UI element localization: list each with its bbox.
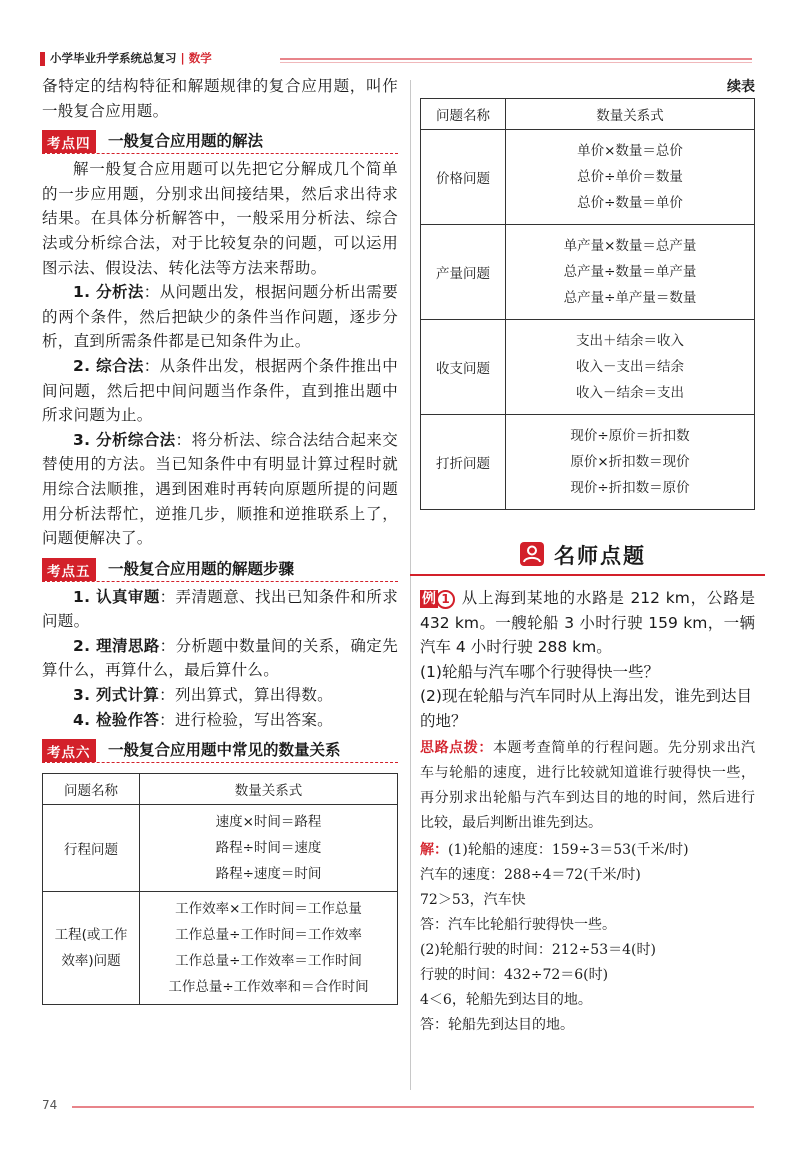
example-number: 1 (436, 590, 455, 609)
solution-line (420, 838, 755, 863)
relation-table-right (420, 98, 755, 510)
subject-label: 数学 (188, 51, 212, 65)
formula-cell (506, 130, 755, 225)
formula-cell (140, 805, 398, 892)
column-divider (410, 80, 411, 1090)
page-number: 74 (42, 1098, 58, 1112)
solution-line: (2)轮船行驶的时间：212÷53＝4(时) (420, 941, 656, 958)
book-title: 小学毕业升学系统总复习 (50, 51, 177, 65)
example-label: 例 (422, 591, 436, 607)
continued-label: 续表 (727, 79, 755, 95)
method-analysis (42, 280, 398, 354)
method-name: 2. 综合法 (73, 356, 144, 375)
step-name: 3. 列式计算 (73, 686, 160, 705)
formula: 路程÷速度＝时间 (215, 866, 322, 883)
formula: 路程÷时间＝速度 (215, 840, 322, 857)
formula: 单产量×数量＝总产量 (563, 238, 697, 254)
method-text: ：从条件出发，根据两个条件推出中间问题，然后把中间问题当作条件，直到推出题中所求问题为止。 (42, 356, 398, 425)
table-row (43, 805, 398, 892)
table-row (43, 892, 398, 1005)
kp5-heading (42, 556, 398, 582)
teacher-icon (520, 542, 544, 566)
kp5-tag: 考点五 (42, 558, 96, 581)
left-column (42, 74, 398, 1005)
hint-paragraph (420, 736, 755, 836)
method-name: 1. 分析法 (73, 283, 144, 302)
header-title (50, 50, 212, 66)
header-rule (280, 58, 752, 60)
solution-line: 答：汽车比轮船行驶得快一些。 (420, 916, 616, 933)
relation-table-left (42, 773, 398, 1005)
table-row (421, 320, 755, 415)
formula: 总产量÷数量＝单产量 (563, 264, 697, 280)
example-text: 从上海到某地的水路是 212 km，公路是 432 km。一艘轮船 3 小时行驶 159 km，一辆汽车 4 小时行驶 288 km。 (420, 589, 755, 657)
col-header-formula: 数量关系式 (506, 99, 755, 130)
formula-cell (506, 320, 755, 415)
solution-line: 答：轮船先到达目的地。 (420, 1016, 574, 1033)
problem-name: 产量问题 (421, 225, 506, 320)
kp5-underline (42, 581, 398, 582)
page-header (40, 48, 752, 70)
kp4-underline (42, 153, 398, 154)
step-name: 1. 认真审题 (73, 587, 160, 606)
formula: 现价÷折扣数＝原价 (570, 480, 690, 496)
intro-paragraph: 备特定的结构特征和解题规律的复合应用题，叫作一般复合应用题。 (42, 77, 398, 120)
col-header-name: 问题名称 (421, 99, 506, 130)
footer-rule (72, 1106, 754, 1108)
method-text: ：从问题出发，根据问题分析出需要的两个条件，然后把缺少的条件当作问题，逐步分析，直到所需条件都是已知条件为止。 (42, 283, 398, 351)
question-1: (1)轮船与汽车哪个行驶得快一些？ (420, 662, 659, 681)
formula: 总价÷单价＝数量 (577, 169, 683, 185)
formula: 原价×折扣数＝现价 (570, 454, 690, 470)
kp4-heading (42, 128, 398, 154)
section-rule (410, 574, 765, 576)
solution-line: 4＜6，轮船先到达目的地。 (420, 991, 592, 1008)
kp6-title: 一般复合应用题中常见的数量关系 (108, 741, 341, 760)
kp4-tag: 考点四 (42, 130, 96, 153)
step-2 (42, 634, 398, 683)
step-4 (42, 708, 398, 733)
method-name: 3. 分析综合法 (73, 430, 176, 449)
section-title: 名师点题 (554, 544, 646, 568)
hint-label: 思路点拨： (420, 739, 493, 756)
formula: 工作总量÷工作效率＝工作时间 (175, 953, 362, 970)
table-row (421, 225, 755, 320)
teacher-icon-svg (520, 542, 544, 566)
solution-block (420, 838, 755, 1038)
header-sep: | (180, 51, 185, 65)
formula: 工作总量÷工作时间＝工作效率 (175, 927, 362, 944)
formula: 收入－支出＝结余 (576, 359, 684, 375)
step-text: ：弄清题意、找出已知条件和所求问题。 (42, 587, 398, 631)
page-footer (42, 1098, 754, 1112)
problem-name: 行程问题 (43, 805, 140, 892)
solution-line: 汽车的速度：288÷4＝72(千米/时) (420, 866, 641, 883)
problem-name: 收支问题 (421, 320, 506, 415)
problem-name: 打折问题 (421, 415, 506, 510)
header-rule-2 (280, 62, 752, 63)
section-heading (420, 532, 755, 572)
method-text: ：将分析法、综合法结合起来交替使用的方法。当已知条件中有明显计算过程时就用综合法顺推，遇到困难时再转向原题所提的问题用分析法帮忙，逆推几步，顺推和逆推联系上了，问题便解决了。 (42, 430, 398, 548)
formula: 收入－结余＝支出 (576, 385, 684, 401)
step-name: 2. 理清思路 (73, 636, 160, 655)
example-block (420, 586, 755, 1038)
solution-label: 解： (420, 841, 448, 858)
question-2: (2)现在轮船与汽车同时从上海出发，谁先到达目的地？ (420, 687, 752, 730)
kp6-heading (42, 737, 398, 763)
formula: 支出＋结余＝收入 (576, 333, 684, 349)
step-name: 4. 检验作答 (73, 710, 160, 729)
solution-line: 行驶的时间：432÷72＝6(时) (420, 966, 609, 983)
kp4-title: 一般复合应用题的解法 (108, 132, 264, 151)
formula: 速度×时间＝路程 (215, 814, 322, 831)
kp5-title: 一般复合应用题的解题步骤 (108, 559, 295, 578)
formula: 总价÷数量＝单价 (577, 195, 683, 211)
step-text: ：列出算式，算出得数。 (159, 686, 333, 705)
formula: 现价÷原价＝折扣数 (570, 428, 690, 444)
formula-cell (506, 225, 755, 320)
step-1 (42, 585, 398, 634)
method-combined (42, 428, 398, 551)
hint-text: 本题考查简单的行程问题。先分别求出汽车与轮船的速度，进行比较就知道谁行驶得快一些，再分别求出轮船与汽车到达目的地的时间，然后进行比较，最后判断出谁先到达。 (420, 739, 756, 831)
table-row (421, 415, 755, 510)
problem-name: 工程(或工作效率)问题 (43, 892, 140, 1005)
step-text: ：分析题中数量间的关系，确定先算什么，再算什么，最后算什么。 (42, 636, 398, 680)
formula-cell (506, 415, 755, 510)
formula: 工作效率×工作时间＝工作总量 (175, 901, 362, 918)
step-3 (42, 683, 398, 708)
step-text: ：进行检验，写出答案。 (159, 710, 333, 729)
right-column (420, 74, 755, 1038)
table-header-row (43, 774, 398, 805)
kp6-underline (42, 762, 398, 763)
col-header-formula: 数量关系式 (140, 774, 398, 805)
header-bar (40, 52, 45, 66)
table-row (421, 130, 755, 225)
problem-name: 价格问题 (421, 130, 506, 225)
col-header-name: 问题名称 (43, 774, 140, 805)
method-synthesis (42, 354, 398, 428)
example-question (420, 586, 755, 660)
formula: 工作总量÷工作效率和＝合作时间 (168, 979, 369, 996)
table-header-row (421, 99, 755, 130)
formula: 单价×数量＝总价 (577, 143, 683, 159)
formula-cell (140, 892, 398, 1005)
kp4-paragraph: 解一般复合应用题可以先把它分解成几个简单的一步应用题，分别求出间接结果，然后求出待求结果。在具体分析解答中，一般采用分析法、综合法或分析综合法，对于比较复杂的问题，可以运用图示法、假设法、转化法等方法来帮助。 (42, 160, 398, 277)
formula: 总产量÷单产量＝数量 (563, 290, 697, 306)
solution-text: (1)轮船的速度：159÷3＝53(千米/时) (448, 841, 689, 858)
solution-line: 72＞53，汽车快 (420, 891, 526, 908)
kp6-tag: 考点六 (42, 739, 96, 762)
